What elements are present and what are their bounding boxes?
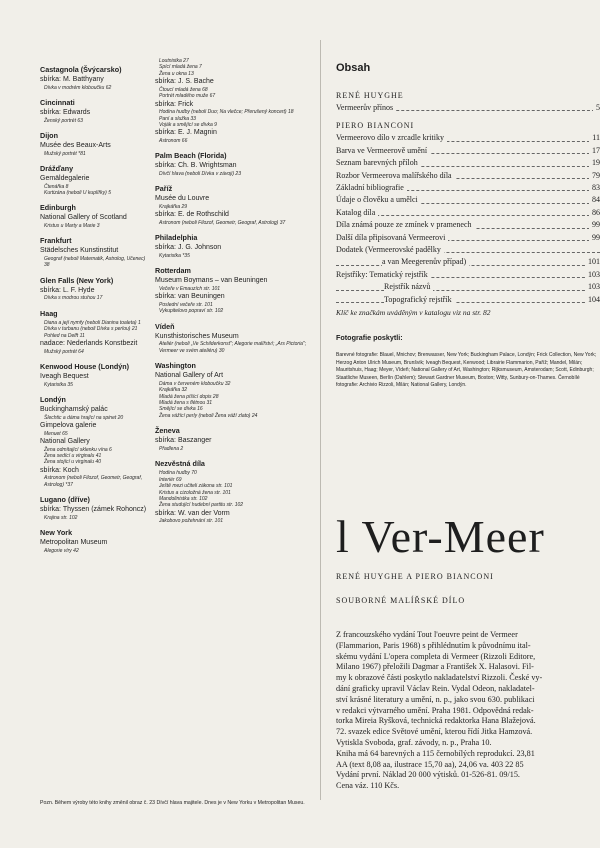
collection-name: sbírka: Ch. B. Wrightsman [155,162,237,170]
city-heading: Frankfurt [40,236,72,246]
city-heading: Philadelphia [155,233,198,243]
colophon-line: dání graficky upravil Václav Rein. Vydal Odeon, nakladatel- [336,683,535,693]
artwork-entry: Mužský portrét *81 [44,150,86,157]
toc-page-number: 99 [589,232,600,244]
toc-entry [336,102,600,114]
artwork-entry: Žena odmítající sklenku vína 6 [44,446,112,453]
toc-entry [336,232,600,244]
artwork-entry: Geograf (neboli Matematik, Astrolog, Učenec) 38 [44,256,146,269]
toc-entry-label: Katalog díla [336,208,378,217]
toc-entry [336,194,600,206]
artwork-entry: Kristus a cizoložná žena str. 101 [159,489,231,496]
collection-name: Iveagh Bequest [40,373,89,381]
toc-page-number: 83 [589,182,600,194]
artwork-entry: Dáma v červeném kloboučku 32 [159,380,231,387]
collection-name: National Gallery [40,438,90,446]
artwork-entry: Pohled na Delft 11 [44,332,85,339]
city-heading: Edinburgh [40,203,76,213]
location-index-column-1 [40,58,148,554]
toc-entry-label: Vermeerovo dílo v zrcadle kritiky [336,133,447,142]
city-heading: Washington [155,361,196,371]
toc-entry-label: Základní bibliografie [336,183,407,192]
toc-entry [336,219,600,231]
city-heading: Londýn [40,395,66,405]
artwork-entry: Jakobovo požehnání str. 101 [159,518,224,525]
colophon [336,630,600,792]
toc-page-number: 19 [589,157,600,169]
toc-entry [336,256,600,268]
collection-name: sbírka: M. Batthyany [40,76,104,83]
artwork-entry: Žena sedící u virginalu 41 [44,453,102,460]
artwork-entry: Alegorie víry 42 [44,547,79,554]
artwork-entry: Interiér 69 [159,476,182,483]
artwork-entry: Menuet 65 [44,430,68,437]
artwork-entry: Žena vážící perly (neboli Žena váží zlato) 24 [159,412,258,419]
city-heading: Cincinnati [40,98,75,107]
artwork-entry: Poslední večeře str. 101 [159,302,213,309]
artwork-entry: Mužský portrét 64 [44,348,84,355]
artwork-entry: Dívka s modrou stuhou 17 [44,295,103,302]
artwork-entry: Hodina hudby 70 [159,470,197,477]
artwork-entry: Paní a služka 33 [159,115,196,122]
toc-entry [336,207,600,219]
toc-page-number: 86 [589,207,600,219]
city-heading: Haag [40,308,58,318]
artwork-entry: Mladá žena s flétnou 31 [159,400,213,407]
artwork-entry: Smějící se dívka 16 [159,406,203,413]
artwork-entry: Kytaristka *35 [159,253,190,260]
toc-entry-label: a van Meegerenův případ) [382,257,469,266]
collection-name: sbírka: W. van der Vorm [155,509,230,517]
toc-entry-label: Barva ve Vermeerově umění [336,146,430,155]
artwork-entry: Krajkářka 29 [159,204,188,211]
artwork-entry: Šlechtic a dáma hrající na spinet 20 [44,414,124,421]
city-heading: Lugano (dříve) [40,495,90,505]
colophon-line: my k obrazové části poskytlo nakladatelství Rizzoli. České vy- [336,673,543,683]
artwork-entry: Žena u okna 13 [159,70,194,77]
toc-page-number: 99 [589,219,600,231]
book-title: l Ver-Meer [336,511,545,562]
toc-entry-label: Díla známá pouze ze zmínek v pramenech [336,220,475,229]
toc-entry [336,281,600,293]
city-heading: Glen Falls (New York) [40,275,114,285]
artwork-entry: Kytaristka 35 [44,381,73,388]
city-heading: Nezvěstná díla [155,459,205,469]
artwork-entry: Ještě mezi učiteli zákona str. 101 [159,483,233,490]
collection-name: sbírka: E. J. Magnin [155,129,217,137]
artwork-entry: Voják a smějící se dívka 9 [159,122,217,129]
city-heading: Rotterdam [155,266,191,276]
city-heading: Kenwood House (Londýn) [40,362,130,372]
artwork-entry: Krajkářka 32 [159,387,188,394]
photo-credits-title: Fotografie poskytli: [336,333,403,343]
toc-entry [336,132,600,144]
colophon-line: Vytiskla Svoboda, graf. závody, n. p., Praha 10. [336,737,492,747]
collection-name: Metropolitan Museum [40,539,108,547]
city-heading: Dijon [40,131,58,140]
city-heading: Palm Beach (Florida) [155,151,227,161]
toc-body [336,90,600,306]
artwork-entry: Spící mladá žena 7 [159,64,202,71]
collection-name: sbírka: Frick [155,100,194,108]
collection-name: sbírka: van Beuningen [155,293,225,301]
colophon-line: Vydání první. Náklad 20 000 výtisků. 01-526-81. 09/15. [336,770,520,780]
colophon-line: Milano 1967) přeložili Dagmar a František X. Halasovi. Fil- [336,662,534,672]
toc-entry-label: Údaje o člověku a umělci [336,195,421,204]
toc-entry-label: Rejstříky: Tematický rejstřík [336,270,431,279]
toc-section-author: RENÉ HUYGHE [336,91,404,100]
toc-page-number: 11 [589,132,600,144]
toc-entry [336,294,600,306]
collection-name: Städelsches Kunstinstitut [40,247,119,255]
colophon-line: skému vydání L'opera completa di Vermeer (Rizzoli Editore, [336,651,536,661]
collection-name: nadace: Nederlands Konstbezit [40,340,138,348]
collection-name: sbírka: L. F. Hyde [40,286,95,294]
column-divider [320,40,321,800]
artwork-entry: Dívčí hlava (neboli Dívka v závoji) 23 [159,171,241,178]
colophon-line: Z francouzského vydání Tout l'oeuvre peint de Vermeer [336,630,518,639]
toc-leader-dots [336,302,600,303]
colophon-line: torka Mireia Ryšková, technická redaktorka Hana Blažejová. [336,716,536,726]
collection-name: Gemäldegalerie [40,175,90,182]
artwork-entry: Mandolinistka str. 102 [159,495,208,502]
ownership-footnote: Pozn. Během výroby této knihy změnil obraz č. 23 Dívčí hlava majitele. Dnes je v New Yorku v Metropolitan Museu. [40,800,305,806]
colophon-line: Kniha má 64 barevných a 115 černobílých reprodukcí. 23,81 [336,748,535,758]
collection-name: sbírka: E. de Rothschild [155,211,229,219]
artwork-entry: Dívka v turbanu (neboli Dívka s perlou) 21 [44,326,138,333]
artwork-entry: Diana a její nymfy (neboli Dianina toaleta) 1 [44,319,141,326]
artwork-entry: Vykupitelovo popraví str. 102 [159,308,224,315]
toc-section-author: PIERO BIANCONI [336,121,415,131]
location-index-column-2 [155,58,313,525]
toc-page-number: 103 [585,281,600,293]
toc-entry [336,170,600,182]
artwork-entry: Hodina hudby (neboli Duo; Na vlečce; Přerušený koncert) 18 [159,109,294,116]
city-heading: Ženeva [155,426,180,436]
collection-name: sbírka: Edwards [40,109,91,116]
collection-name: sbírka: J. S. Bache [155,78,214,86]
artwork-entry: Dívka v modrém kloboučku 62 [44,84,112,91]
toc-page-number: 79 [589,170,600,182]
toc-leader-dots [336,290,600,291]
collection-name: Kunsthistorisches Museum [155,332,239,340]
artwork-entry: Astronom 66 [159,138,188,145]
city-heading: Paříž [155,184,173,194]
toc-entry [336,182,600,194]
toc-title: Obsah [336,62,371,74]
artwork-entry: Večeře v Emauzích str. 101 [159,286,221,293]
artwork-entry: Ženský portrét 63 [44,117,83,124]
table-of-contents [336,62,600,390]
artwork-entry: Žena studující hudební partitu str. 102 [159,502,244,509]
artwork-entry: Astronom (neboli Filozof, Geometr, Geograf, Astrolog) *37 [44,475,143,488]
colophon-line: ství krásné literatury a umění, n. p., jako svou 630. publikaci [336,694,535,704]
toc-entry [336,244,600,256]
toc-page-number: 104 [585,294,600,306]
collection-name: Musée du Louvre [155,195,210,203]
collection-name: Buckinghamský palác [40,406,108,414]
collection-name: sbírka: Koch [40,466,79,474]
toc-page-number: 103 [585,269,600,281]
artwork-entry: Žena stojící u virginalu 40 [44,459,101,466]
toc-entry [336,157,600,169]
catalog-key-note: Klíč ke značkám uváděným v katalogu viz na str. 82 [336,308,491,318]
artwork-entry: Čtoucí mladá žena 68 [159,86,208,93]
toc-page-number: 101 [585,256,600,268]
artwork-entry: Loutnistka 27 [159,58,189,64]
toc-entry [336,145,600,157]
collection-name: National Gallery of Art [155,372,224,380]
artwork-entry: Portrét mladého muže 67 [159,93,216,100]
artwork-entry: Přadlena 2 [159,445,184,452]
toc-entry-label: Topografický rejstřík [384,295,455,304]
artwork-entry: Kristus u Marty a Marie 3 [44,223,100,229]
artwork-entry: Mladá žena píšící dopis 28 [159,393,219,400]
book-authors: RENÉ HUYGHE A PIERO BIANCONI [336,572,494,581]
artwork-entry: Astronom (neboli Filozof, Geometr, Geograf, Astrolog) 37 [159,220,286,227]
colophon-line: (Flammarion, Paris 1968) s přihlédnutím k původnímu ital- [336,640,531,650]
toc-entry-label: Seznam barevných příloh [336,158,421,167]
city-heading: New York [40,528,73,538]
toc-entry-label: Další díla připisovaná Vermeerovi [336,233,448,242]
collection-name: sbírka: Baszanger [155,437,212,445]
artwork-entry: Čtenářka 8 [44,183,69,190]
colophon-line: v redakci výtvarného umění. Praha 1981. Odpovědná redak- [336,705,534,715]
artwork-entry: Ateliér (neboli „Ve Schilderkonst"; Alegorie malířství; „Ars Pictoria"; Vermeer ve svém ateliéru) 30 [159,341,307,354]
colophon-line: AA (text 8,08 aa, ilustrace 15,70 aa), 24,06 va. 403 22 85 [336,759,524,769]
toc-entry-label: Rejstřík názvů [384,282,433,291]
toc-entry-label: Dodatek (Vermeerovské padělky [336,245,444,254]
artwork-entry: Kurtizána (neboli U kuplířky) 5 [44,190,111,196]
collection-name: Gimpelova galerie [40,422,97,430]
colophon-line: 72. svazek edice Světové umění, kterou řídí Jitka Hamzová. [336,727,533,737]
toc-page-number: 5 [593,102,600,114]
toc-page-number: 84 [589,194,600,206]
colophon-line: Cena váz. 110 Kčs. [336,781,400,791]
book-subtitle: SOUBORNÉ MALÍŘSKÉ DÍLO [336,596,466,605]
city-heading: Vídeň [155,321,175,331]
collection-name: sbírka: Thyssen (zámek Rohoncz) [40,506,147,514]
collection-name: sbírka: J. G. Johnson [155,244,222,252]
toc-entry-label: Rozbor Vermeerova malířského díla [336,171,455,180]
city-heading: Drážďany [40,164,74,173]
artwork-entry: Krajina str. 102 [44,514,78,521]
city-heading: Castagnola (Švýcarsko) [40,65,122,74]
toc-page-number: 17 [589,145,600,157]
toc-entry-label: Vermeerův přínos [336,103,396,112]
collection-name: Musée des Beaux-Arts [40,142,111,149]
photo-credits-text: Barevné fotografie: Blauel, Mnichov; Brenwasser, New York; Buckingham Palace, Londýn; Frick Collection, New York; Herzog Anton Ulrich Museum, Brunšvik; Iveagh Bequest, Kenwood; Librairie Flammarion, Paříž; Mandel, Milán; Mauritshuis, Haag; Meyer, Vídeň; National Gallery of Art, Washington; Rijksmuseum, Amsterodam; Scott, Edinburgh; Staatliche Museen, Berlín (Dahlem); Stewart Gardner Museum, Boston; Witty, Sunbury-on-Thames. Černobílé fotografie: Archivio Rizzoli, Milán; National Gallery, Londýn. [336,352,597,389]
toc-entry [336,269,600,281]
collection-name: Museum Boymans – van Beuningen [155,277,268,285]
collection-name: National Gallery of Scotland [40,214,127,222]
